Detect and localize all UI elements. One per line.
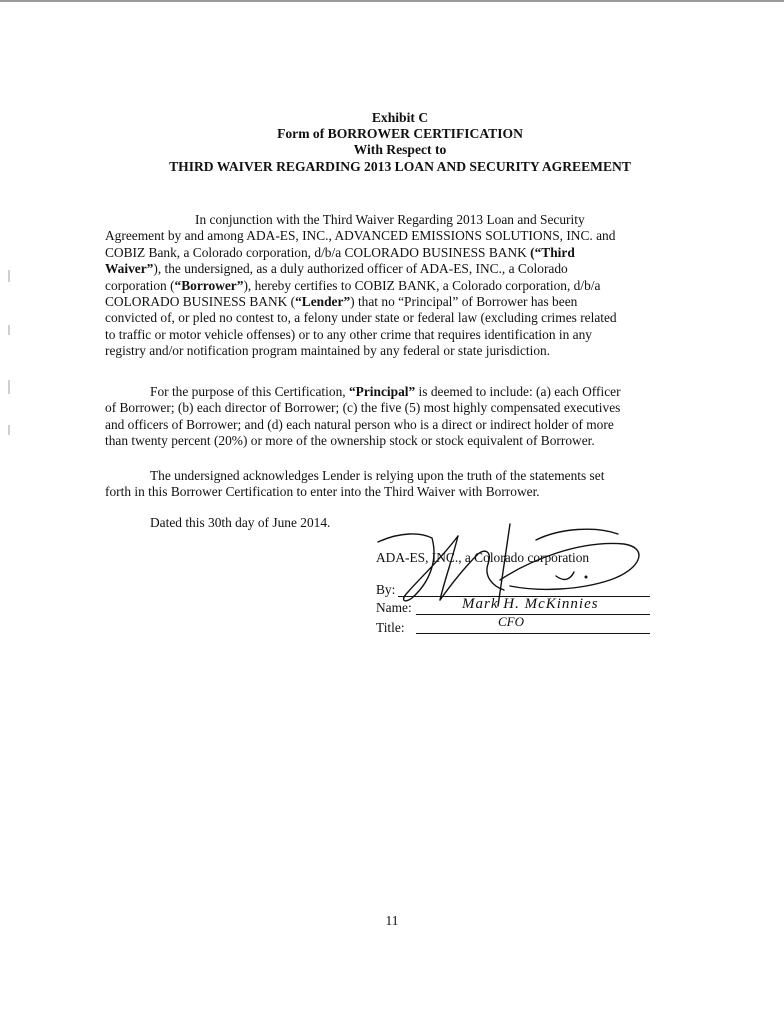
- exhibit-label: Exhibit C: [371, 110, 429, 125]
- dated-line: Dated this 30th day of June 2014.: [150, 515, 331, 530]
- para2-line: of Borrower; (b) each director of Borrower; (c) the five (5) most highly compensated executives: [105, 400, 621, 416]
- para1-line: In conjunction with the Third Waiver Regarding 2013 Loan and Security: [195, 212, 585, 227]
- agreement-title: THIRD WAIVER REGARDING 2013 LOAN AND SECURITY AGREEMENT: [169, 159, 631, 174]
- para3-text: The undersigned acknowledges Lender is relying upon the truth of the statements set: [150, 468, 605, 483]
- signatory-entity: ADA-ES, INC., a Colorado corporation: [376, 550, 590, 565]
- signature-scribble: [360, 520, 660, 620]
- handwritten-name: Mark H. McKinnies: [462, 596, 599, 612]
- handwritten-title: CFO: [498, 614, 524, 629]
- page-top-edge: [0, 0, 784, 2]
- para1-text: ), hereby certifies to COBIZ BANK, a Colorado corporation, d/b/a: [243, 277, 601, 293]
- para1-bold-term: “Borrower”: [174, 277, 244, 293]
- paragraph-acknowledgement: [105, 468, 695, 501]
- name-label: Name:: [376, 600, 412, 615]
- scan-speck: [8, 325, 10, 335]
- para1-text: corporation (: [105, 277, 175, 293]
- paragraph-certification: [105, 212, 695, 360]
- form-title: Form of BORROWER CERTIFICATION: [277, 126, 523, 141]
- para2-bold-term: “Principal”: [348, 384, 416, 399]
- title-line: [416, 633, 650, 634]
- para2-text: For the purpose of this Certification,: [150, 384, 349, 399]
- scan-speck: [8, 425, 10, 435]
- by-label: By:: [376, 582, 396, 597]
- para2-line: and officers of Borrower; and (d) each natural person who is a direct or indirect holder of more: [105, 416, 614, 432]
- para1-text: COBIZ Bank, a Colorado corporation, d/b/a COLORADO BUSINESS BANK: [105, 244, 527, 260]
- para1-line: registry and/or notification program maintained by any federal or state jurisdiction.: [105, 343, 551, 359]
- para1-bold-term: (“Third: [530, 244, 575, 260]
- para1-text: COLORADO BUSINESS BANK (: [105, 294, 296, 310]
- para1-bold-term: “Lender”: [295, 294, 351, 310]
- para1-line: to traffic or motor vehicle offenses) or to any other crime that requires identification in any: [105, 326, 592, 342]
- scan-speck: [8, 380, 10, 394]
- paragraph-principal-definition: [105, 384, 695, 450]
- para3-line: forth in this Borrower Certification to enter into the Third Waiver with Borrower.: [105, 484, 540, 500]
- title-label: Title:: [376, 620, 405, 635]
- para1-bold-term: Waiver”: [105, 261, 154, 277]
- para1-text: ), the undersigned, as a duly authorized officer of ADA-ES, INC., a Colorado: [153, 261, 568, 277]
- para2-text: is deemed to include: (a) each Officer: [415, 384, 621, 399]
- with-respect-to: With Respect to: [353, 142, 447, 157]
- scan-speck: [8, 270, 10, 282]
- para1-line: Agreement by and among ADA-ES, INC., ADVANCED EMISSIONS SOLUTIONS, INC. and: [105, 228, 616, 244]
- para1-text: ) that no “Principal” of Borrower has been: [350, 294, 578, 310]
- para2-line: than twenty percent (20%) or more of the ownership stock or stock equivalent of Borrower.: [105, 433, 595, 449]
- page-number: 11: [385, 913, 399, 928]
- para1-line: convicted of, or pled no contest to, a felony under state or federal law (excluding crimes related: [105, 310, 617, 326]
